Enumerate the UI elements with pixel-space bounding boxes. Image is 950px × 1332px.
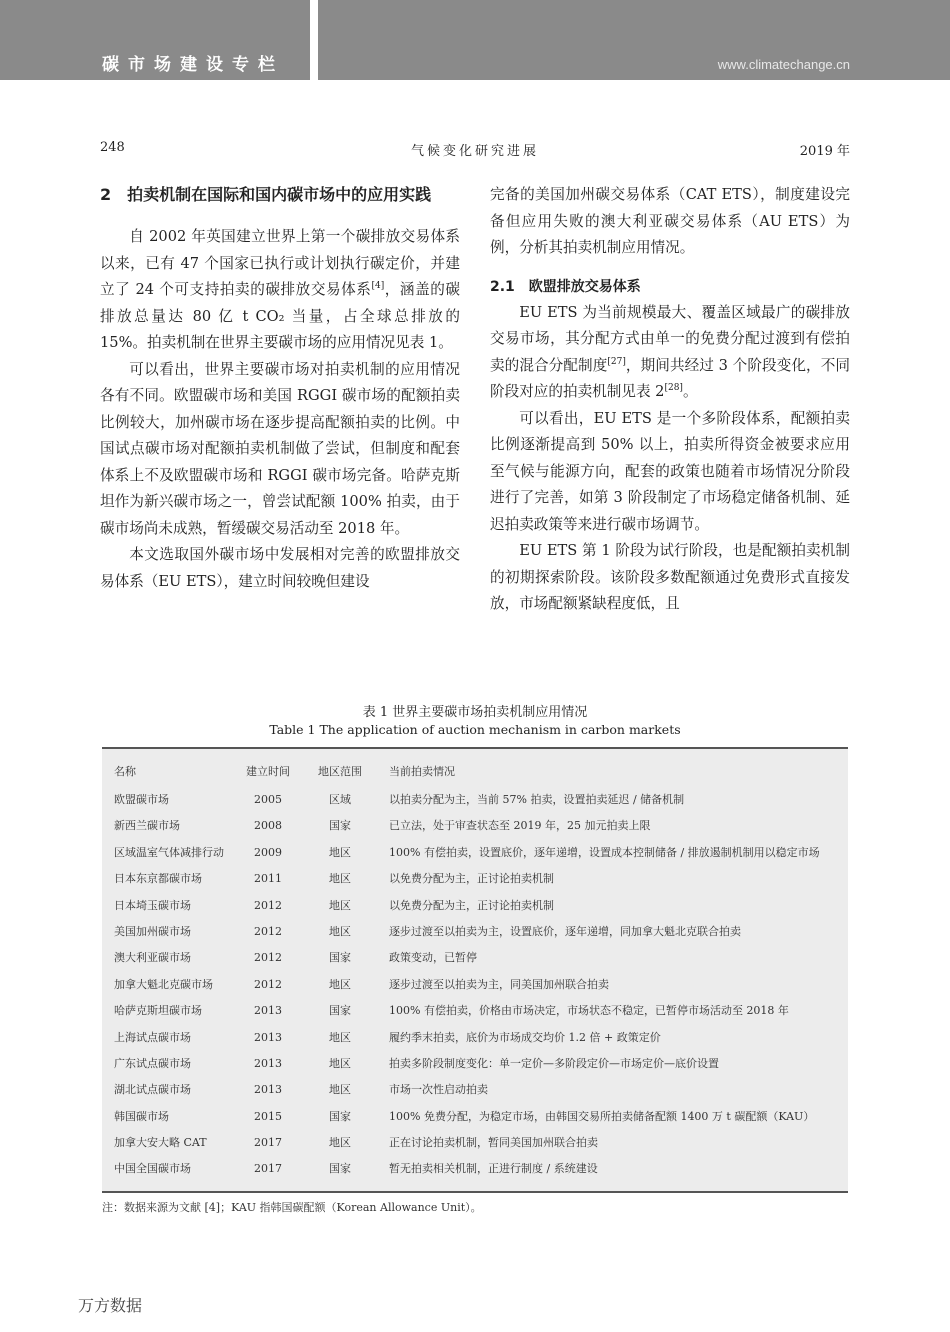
cell-name: 日本埼玉碳市场 xyxy=(114,898,191,912)
page-number: 248 xyxy=(100,140,125,155)
cell-name: 区域温室气体减排行动 xyxy=(114,845,224,859)
cell-name: 新西兰碳市场 xyxy=(114,819,180,833)
citation-ref[interactable]: [28] xyxy=(664,383,683,394)
cell-year: 2012 xyxy=(254,924,282,938)
cell-name: 上海试点碳市场 xyxy=(114,1030,191,1044)
cell-name: 韩国碳市场 xyxy=(114,1109,169,1123)
cell-year: 2008 xyxy=(254,819,282,833)
header-banner xyxy=(0,0,950,80)
table-bottom-rule xyxy=(102,1191,848,1193)
cell-region: 地区 xyxy=(329,845,351,859)
table-row xyxy=(102,1025,848,1051)
paragraph-2: 可以看出，世界主要碳市场对拍卖机制的应用情况各有不同。欧盟碳市场和美国 RGGI 碳市场的配额拍卖比例较大，加州碳市场在逐步提高配额拍卖的比例。中国试点碳市场对配额拍卖机制做了尝试，但制度和配套体系上不及欧盟碳市场和 RGGI 碳市场完备。哈萨克斯坦作为新兴碳市场之一，曾尝试配额 100% 拍卖，由于碳市场尚未成熟，暂缓碳交易活动至 2018 年。 xyxy=(100,360,460,537)
table-row xyxy=(102,1130,848,1156)
citation-ref[interactable]: [27] xyxy=(607,356,626,367)
section-heading: 2 拍卖机制在国际和国内碳市场中的应用实践 xyxy=(100,185,432,204)
table-row xyxy=(102,1051,848,1077)
table-row xyxy=(102,1077,848,1103)
issue-year: 2019 年 xyxy=(799,144,850,159)
cell-name: 加拿大安大略 CAT xyxy=(114,1136,207,1150)
paragraph-3-continued: 完备的美国加州碳交易体系（CAT ETS），制度建设完备但应用失败的澳大利亚碳交易体系（AU ETS）为例，分析其拍卖机制应用情况。 xyxy=(490,186,850,256)
cell-region: 国家 xyxy=(329,951,351,965)
cell-region: 地区 xyxy=(329,1030,351,1044)
cell-year: 2013 xyxy=(254,1056,282,1070)
cell-status: 以免费分配为主，正讨论拍卖机制 xyxy=(389,898,554,912)
paragraph-1: 自 2002 年英国建立世界上第一个碳排放交易体系以来，已有 47 个国家已执行或计划执行碳定价，并建立了 24 个可支持拍卖的碳排放交易体系[4]，涵盖的碳排放总量达 80 亿 t CO₂ 当量，占全球总排放的 15%。拍卖机制在世界主要碳市场的应用情况见表 1。 xyxy=(100,228,460,351)
data-table xyxy=(102,747,848,1193)
cell-status: 正在讨论拍卖机制，暂同美国加州联合拍卖 xyxy=(389,1136,598,1150)
cell-region: 地区 xyxy=(329,1136,351,1150)
cell-status: 市场一次性启动拍卖 xyxy=(389,1083,488,1097)
cell-year: 2017 xyxy=(254,1162,282,1176)
cell-region: 国家 xyxy=(329,1162,351,1176)
cell-year: 2011 xyxy=(254,872,282,886)
table-row xyxy=(102,998,848,1024)
subsection-heading: 2.1 欧盟排放交易体系 xyxy=(490,278,641,295)
paragraph-4: EU ETS 为当前规模最大、覆盖区域最广的碳排放交易市场，其分配方式由单一的免费分配过渡到有偿拍卖的混合分配制度[27]，期间共经过 3 个阶段变化，不同阶段对应的拍卖机制见表 2[28]。 xyxy=(490,303,850,400)
cell-status: 100% 免费分配，为稳定市场，由韩国交易所拍卖储备配额 1400 万 t 碳配额（KAU） xyxy=(389,1109,815,1123)
table-row xyxy=(102,866,848,892)
cell-status: 逐步过渡至以拍卖为主，同美国加州联合拍卖 xyxy=(389,977,609,991)
banner-divider xyxy=(310,0,318,80)
cell-name: 广东试点碳市场 xyxy=(114,1056,191,1070)
cell-status: 已立法，处于审查状态至 2019 年，25 加元拍卖上限 xyxy=(389,819,651,833)
cell-year: 2013 xyxy=(254,1004,282,1018)
table-row xyxy=(102,787,848,813)
table-caption-en: Table 1 The application of auction mechanism in carbon markets xyxy=(269,722,681,737)
paragraph-6: EU ETS 第 1 阶段为试行阶段，也是配额拍卖机制的初期探索阶段。该阶段多数配额通过免费形式直接发放，市场配额紧缺程度低，且 xyxy=(490,542,850,612)
cell-region: 地区 xyxy=(329,977,351,991)
cell-status: 100% 有偿拍卖，设置底价，逐年递增，设置成本控制储备 / 排放遏制机制用以稳定市场 xyxy=(389,845,820,859)
cell-region: 地区 xyxy=(329,872,351,886)
table-caption-cn: 表 1 世界主要碳市场拍卖机制应用情况 xyxy=(362,705,588,720)
cell-region: 区域 xyxy=(329,793,351,806)
cell-region: 地区 xyxy=(329,898,351,912)
cell-status: 拍卖多阶段制度变化：单一定价—多阶段定价—市场定价—底价设置 xyxy=(389,1056,719,1070)
cell-name: 加拿大魁北克碳市场 xyxy=(114,977,213,991)
cell-year: 2012 xyxy=(254,977,282,991)
paragraph-3: 本文选取国外碳市场中发展相对完善的欧盟排放交易体系（EU ETS），建立时间较晚但建设 xyxy=(100,546,460,590)
cell-status: 政策变动，已暂停 xyxy=(389,951,477,965)
cell-status: 100% 有偿拍卖，价格由市场决定，市场状态不稳定，已暂停市场活动至 2018 年 xyxy=(389,1004,789,1018)
paragraph-5: 可以看出，EU ETS 是一个多阶段体系，配额拍卖比例逐渐提高到 50% 以上，拍卖所得资金被要求应用至气候与能源方向，配套的政策也随着市场情况分阶段进行了完善，如第 3 阶段制定了市场稳定储备机制、延迟拍卖政策等来进行碳市场调节。 xyxy=(490,409,850,533)
right-column xyxy=(490,182,850,618)
table-body xyxy=(102,749,848,1191)
table-row xyxy=(102,840,848,866)
cell-name: 哈萨克斯坦碳市场 xyxy=(114,1004,202,1018)
cell-name: 湖北试点碳市场 xyxy=(114,1083,191,1097)
cell-status: 履约季末拍卖，底价为市场成交均价 1.2 倍 + 政策定价 xyxy=(389,1030,661,1044)
table-header-row xyxy=(102,757,848,787)
cell-region: 国家 xyxy=(329,1109,351,1123)
cell-status: 逐步过渡至以拍卖为主，设置底价，逐年递增，同加拿大魁北克联合拍卖 xyxy=(389,924,741,938)
banner-right-block xyxy=(318,0,950,80)
cell-region: 地区 xyxy=(329,924,351,938)
left-column xyxy=(100,182,460,595)
cell-status: 以拍卖分配为主，当前 57% 拍卖，设置拍卖延迟 / 储备机制 xyxy=(389,793,685,806)
citation-ref[interactable]: [4] xyxy=(371,281,385,292)
header-name: 名称 xyxy=(114,765,136,778)
site-url[interactable]: www.climatechange.cn xyxy=(717,57,850,72)
cell-name: 欧盟碳市场 xyxy=(114,793,169,806)
column-title: 碳市场建设专栏 xyxy=(102,55,284,75)
table-row xyxy=(102,893,848,919)
table-row xyxy=(102,813,848,839)
table-row xyxy=(102,919,848,945)
cell-year: 2017 xyxy=(254,1136,282,1150)
header-year: 建立时间 xyxy=(246,765,290,778)
cell-region: 地区 xyxy=(329,1083,351,1097)
cell-status: 以免费分配为主，正讨论拍卖机制 xyxy=(389,872,554,886)
header-status: 当前拍卖情况 xyxy=(389,765,455,778)
cell-region: 国家 xyxy=(329,1004,351,1018)
header-region: 地区范围 xyxy=(318,765,362,778)
cell-year: 2012 xyxy=(254,898,282,912)
cell-name: 美国加州碳市场 xyxy=(114,924,191,938)
table-row xyxy=(102,945,848,971)
table-row xyxy=(102,972,848,998)
cell-year: 2013 xyxy=(254,1030,282,1044)
running-head xyxy=(100,140,850,160)
cell-name: 日本东京都碳市场 xyxy=(114,872,202,886)
cell-region: 国家 xyxy=(329,819,351,833)
table-row xyxy=(102,1156,848,1182)
table-row xyxy=(102,1104,848,1130)
cell-year: 2005 xyxy=(254,793,282,806)
cell-year: 2009 xyxy=(254,845,282,859)
watermark: 万方数据 xyxy=(78,1296,143,1315)
cell-status: 暂无拍卖相关机制，正进行制度 / 系统建设 xyxy=(389,1162,598,1176)
journal-title: 气候变化研究进展 xyxy=(410,144,539,159)
cell-name: 中国全国碳市场 xyxy=(114,1162,191,1176)
cell-name: 澳大利亚碳市场 xyxy=(114,951,191,965)
cell-region: 地区 xyxy=(329,1056,351,1070)
cell-year: 2012 xyxy=(254,951,282,965)
cell-year: 2013 xyxy=(254,1083,282,1097)
cell-year: 2015 xyxy=(254,1109,282,1123)
table-footnote: 注：数据来源为文献 [4]；KAU 指韩国碳配额（Korean Allowance Unit）。 xyxy=(102,1201,482,1214)
